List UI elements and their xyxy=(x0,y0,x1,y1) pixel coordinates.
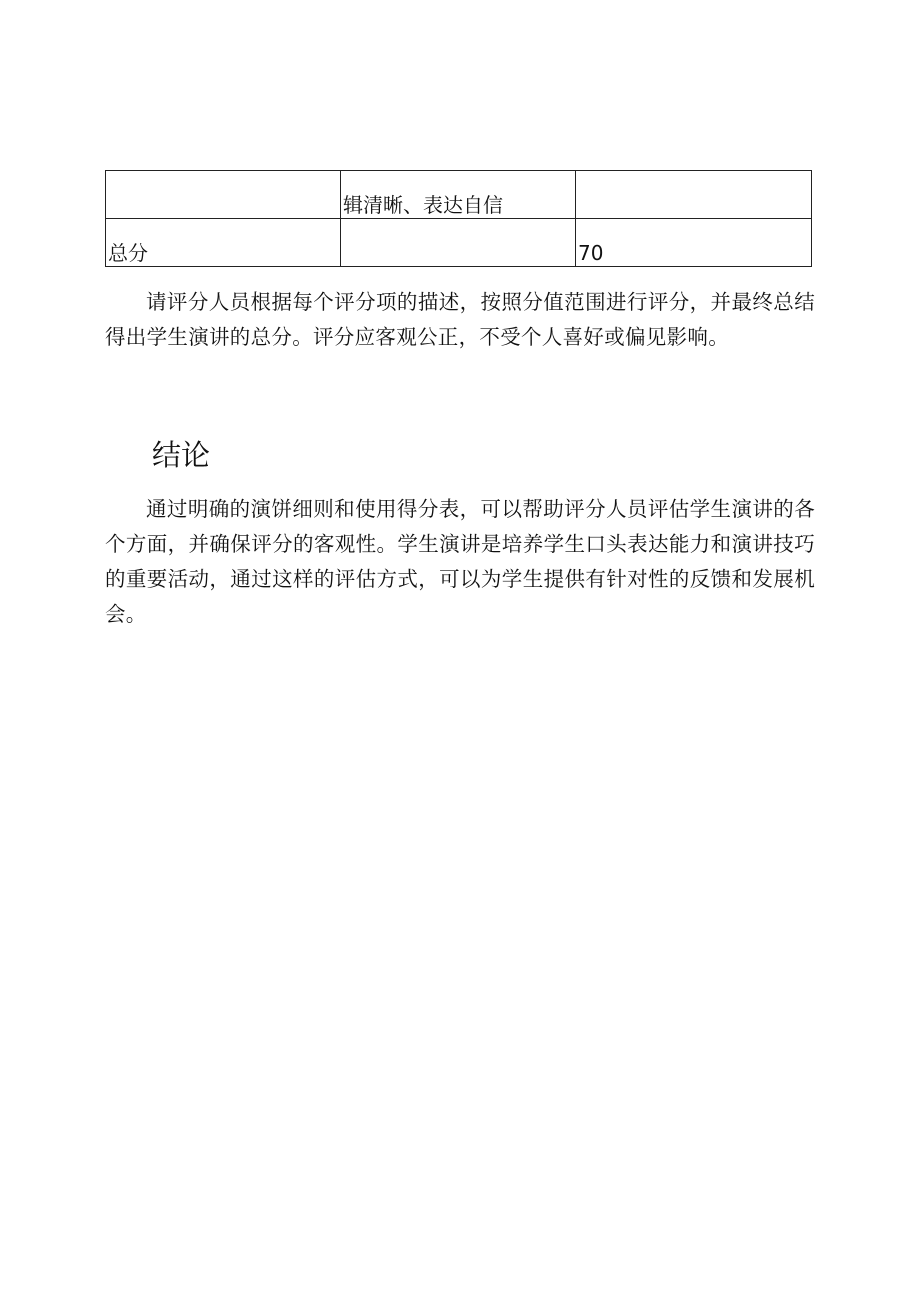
table-cell xyxy=(576,171,812,219)
conclusion-heading: 结论 xyxy=(152,438,211,472)
conclusion-paragraph: 通过明确的演饼细则和使用得分表，可以帮助评分人员评估学生演讲的各个方面，并确保评分的客观性。学生演讲是培养学生口头表达能力和演讲技巧的重要活动，通过这样的评估方式，可以为学生提供有针对性的反馈和发展机会。 xyxy=(105,497,815,626)
table-cell xyxy=(106,171,341,219)
table-row xyxy=(106,171,812,219)
table-row-total xyxy=(106,219,812,267)
table-cell: 辑清晰、表达自信 xyxy=(341,171,576,219)
table-cell xyxy=(341,219,576,267)
total-score-cell: 70 xyxy=(576,219,812,267)
instructions-paragraph: 请评分人员根据每个评分项的描述，按照分值范围进行评分，并最终总结得出学生演讲的总分。评分应客观公正，不受个人喜好或偏见影响。 xyxy=(105,290,815,349)
score-table xyxy=(105,170,812,267)
total-label-cell: 总分 xyxy=(106,219,341,267)
